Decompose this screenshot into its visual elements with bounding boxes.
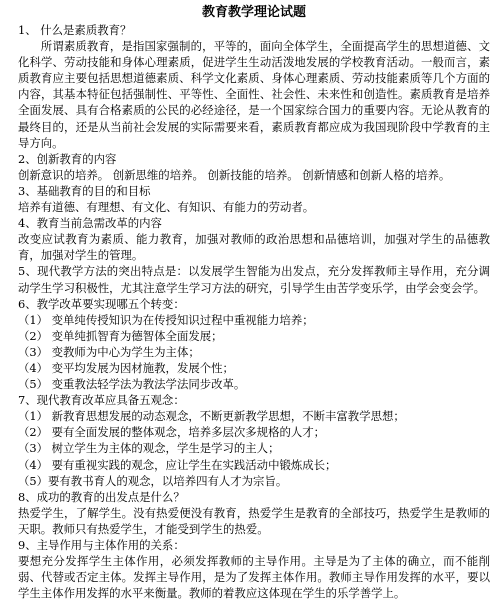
section-list bbox=[18, 408, 490, 488]
section-3 bbox=[18, 183, 490, 215]
section-heading: 9、主导作用与主体作用的关系： bbox=[18, 538, 185, 552]
section-paragraph: 培养有道德、有理想、有文化、有知识、有能力的劳动者。 bbox=[18, 200, 315, 215]
section-heading: 6、教学改革要实现哪五个转变： bbox=[18, 296, 185, 311]
section-paragraph: 热爱学生，了解学生。没有热爱便没有教育，热爱学生是教育的全部技巧，热爱学生是教师的天职。教师只有热爱学生，才能受到学生的热爱。 bbox=[18, 505, 490, 536]
section-heading: 1、 什么是素质教育？ bbox=[18, 23, 132, 37]
section-8 bbox=[18, 489, 490, 537]
list-item: （4） 变平均发展为因材施教，发展个性； bbox=[18, 360, 234, 375]
section-7 bbox=[18, 392, 490, 489]
section-heading: 2、创新教育的内容 bbox=[18, 151, 117, 166]
list-item: （3） 变教师为中心为学生为主体； bbox=[18, 344, 200, 359]
section-heading: 5、现代教学方法的突出特点是：以发展学生智能为出发点，充分发挥教师主导作用，充分调动学生学习积极性，尤其注意学生学习方法的研究，引导学生由苦学变乐学，由学会变会学。 bbox=[18, 264, 490, 295]
section-1 bbox=[18, 22, 490, 151]
section-2 bbox=[18, 151, 490, 183]
section-heading: 4、教育当前急需改革的内容 bbox=[18, 216, 162, 231]
list-item: （1） 新教育思想发展的动态观念，不断更新教学思想，不断丰富教学思想； bbox=[18, 409, 405, 424]
document-title: 教育教学理论试题 bbox=[201, 5, 306, 20]
list-item: （5）要有教书育人的观念，以培养四有人才为宗旨。 bbox=[18, 473, 288, 488]
list-item: （2） 要有全面发展的整体观念，培养多层次多规格的人才； bbox=[18, 425, 326, 440]
list-item: （4） 要有重视实践的观念，应让学生在实践活动中锻炼成长； bbox=[18, 457, 337, 472]
section-4 bbox=[18, 215, 490, 263]
list-item: （3） 树立学生为主体的观念，学生是学习的主人； bbox=[18, 441, 280, 456]
section-heading: 3、基础教育的目的和目标 bbox=[18, 183, 151, 198]
list-item: （2） 变单纯抓智育为德智体全面发展； bbox=[18, 328, 223, 343]
section-paragraph: 所谓素质教育，是指国家强制的，平等的，面向全体学生，全面提高学生的思想道德、文化科学、劳动技能和身体心理素质，促进学生生动活泼地发展的学校教育活动。一般而言，素质教育应主要包括思想道德素质、科学文化素质、身体心理素质、劳动技能素质等几个方面的内容，其基本特征包括强制性、平等性、全面性、社会性、未来性和创造性。素质教育是培养全面发展、具有合格素质的公民的必经途径，是一个国家综合国力的重要内容。无论从教育的最终目的，还是从当前社会发展的实际需要来看，素质教育都应成为我国现阶段中学教育的主导方向。 bbox=[18, 39, 490, 150]
list-item: （5） 变重教法轻学法为教法学法同步改革。 bbox=[18, 377, 246, 392]
section-6 bbox=[18, 296, 490, 393]
section-paragraph: 创新意识的培养。 创新思维的培养。 创新技能的培养。 创新情感和创新人格的培养。 bbox=[18, 167, 451, 182]
section-list bbox=[18, 312, 490, 392]
section-heading: 7、现代教育改革应具备五观念： bbox=[18, 393, 185, 408]
section-heading: 8、成功的教育的出发点是什么？ bbox=[18, 489, 185, 504]
section-paragraph: 要想充分发挥学生主体作用，必须发挥教师的主导作用。主导是为了主体的确立，而不能削弱、代替或否定主体。发挥主导作用，是为了发挥主体作用。教师主导作用发挥的水平，要以学生主体作用发挥的水平来衡量。教师的着教应这体现在学生的乐学善学上。 bbox=[18, 554, 490, 601]
section-9 bbox=[18, 537, 490, 601]
section-5 bbox=[18, 263, 490, 295]
list-item: （1） 变单纯传授知识为在传授知识过程中重视能力培养； bbox=[18, 312, 314, 327]
section-paragraph: 改变应试教育为素质、能力教育，加强对教师的政治思想和品德培训，加强对学生的品德教育，加强对学生的管理。 bbox=[18, 232, 490, 263]
